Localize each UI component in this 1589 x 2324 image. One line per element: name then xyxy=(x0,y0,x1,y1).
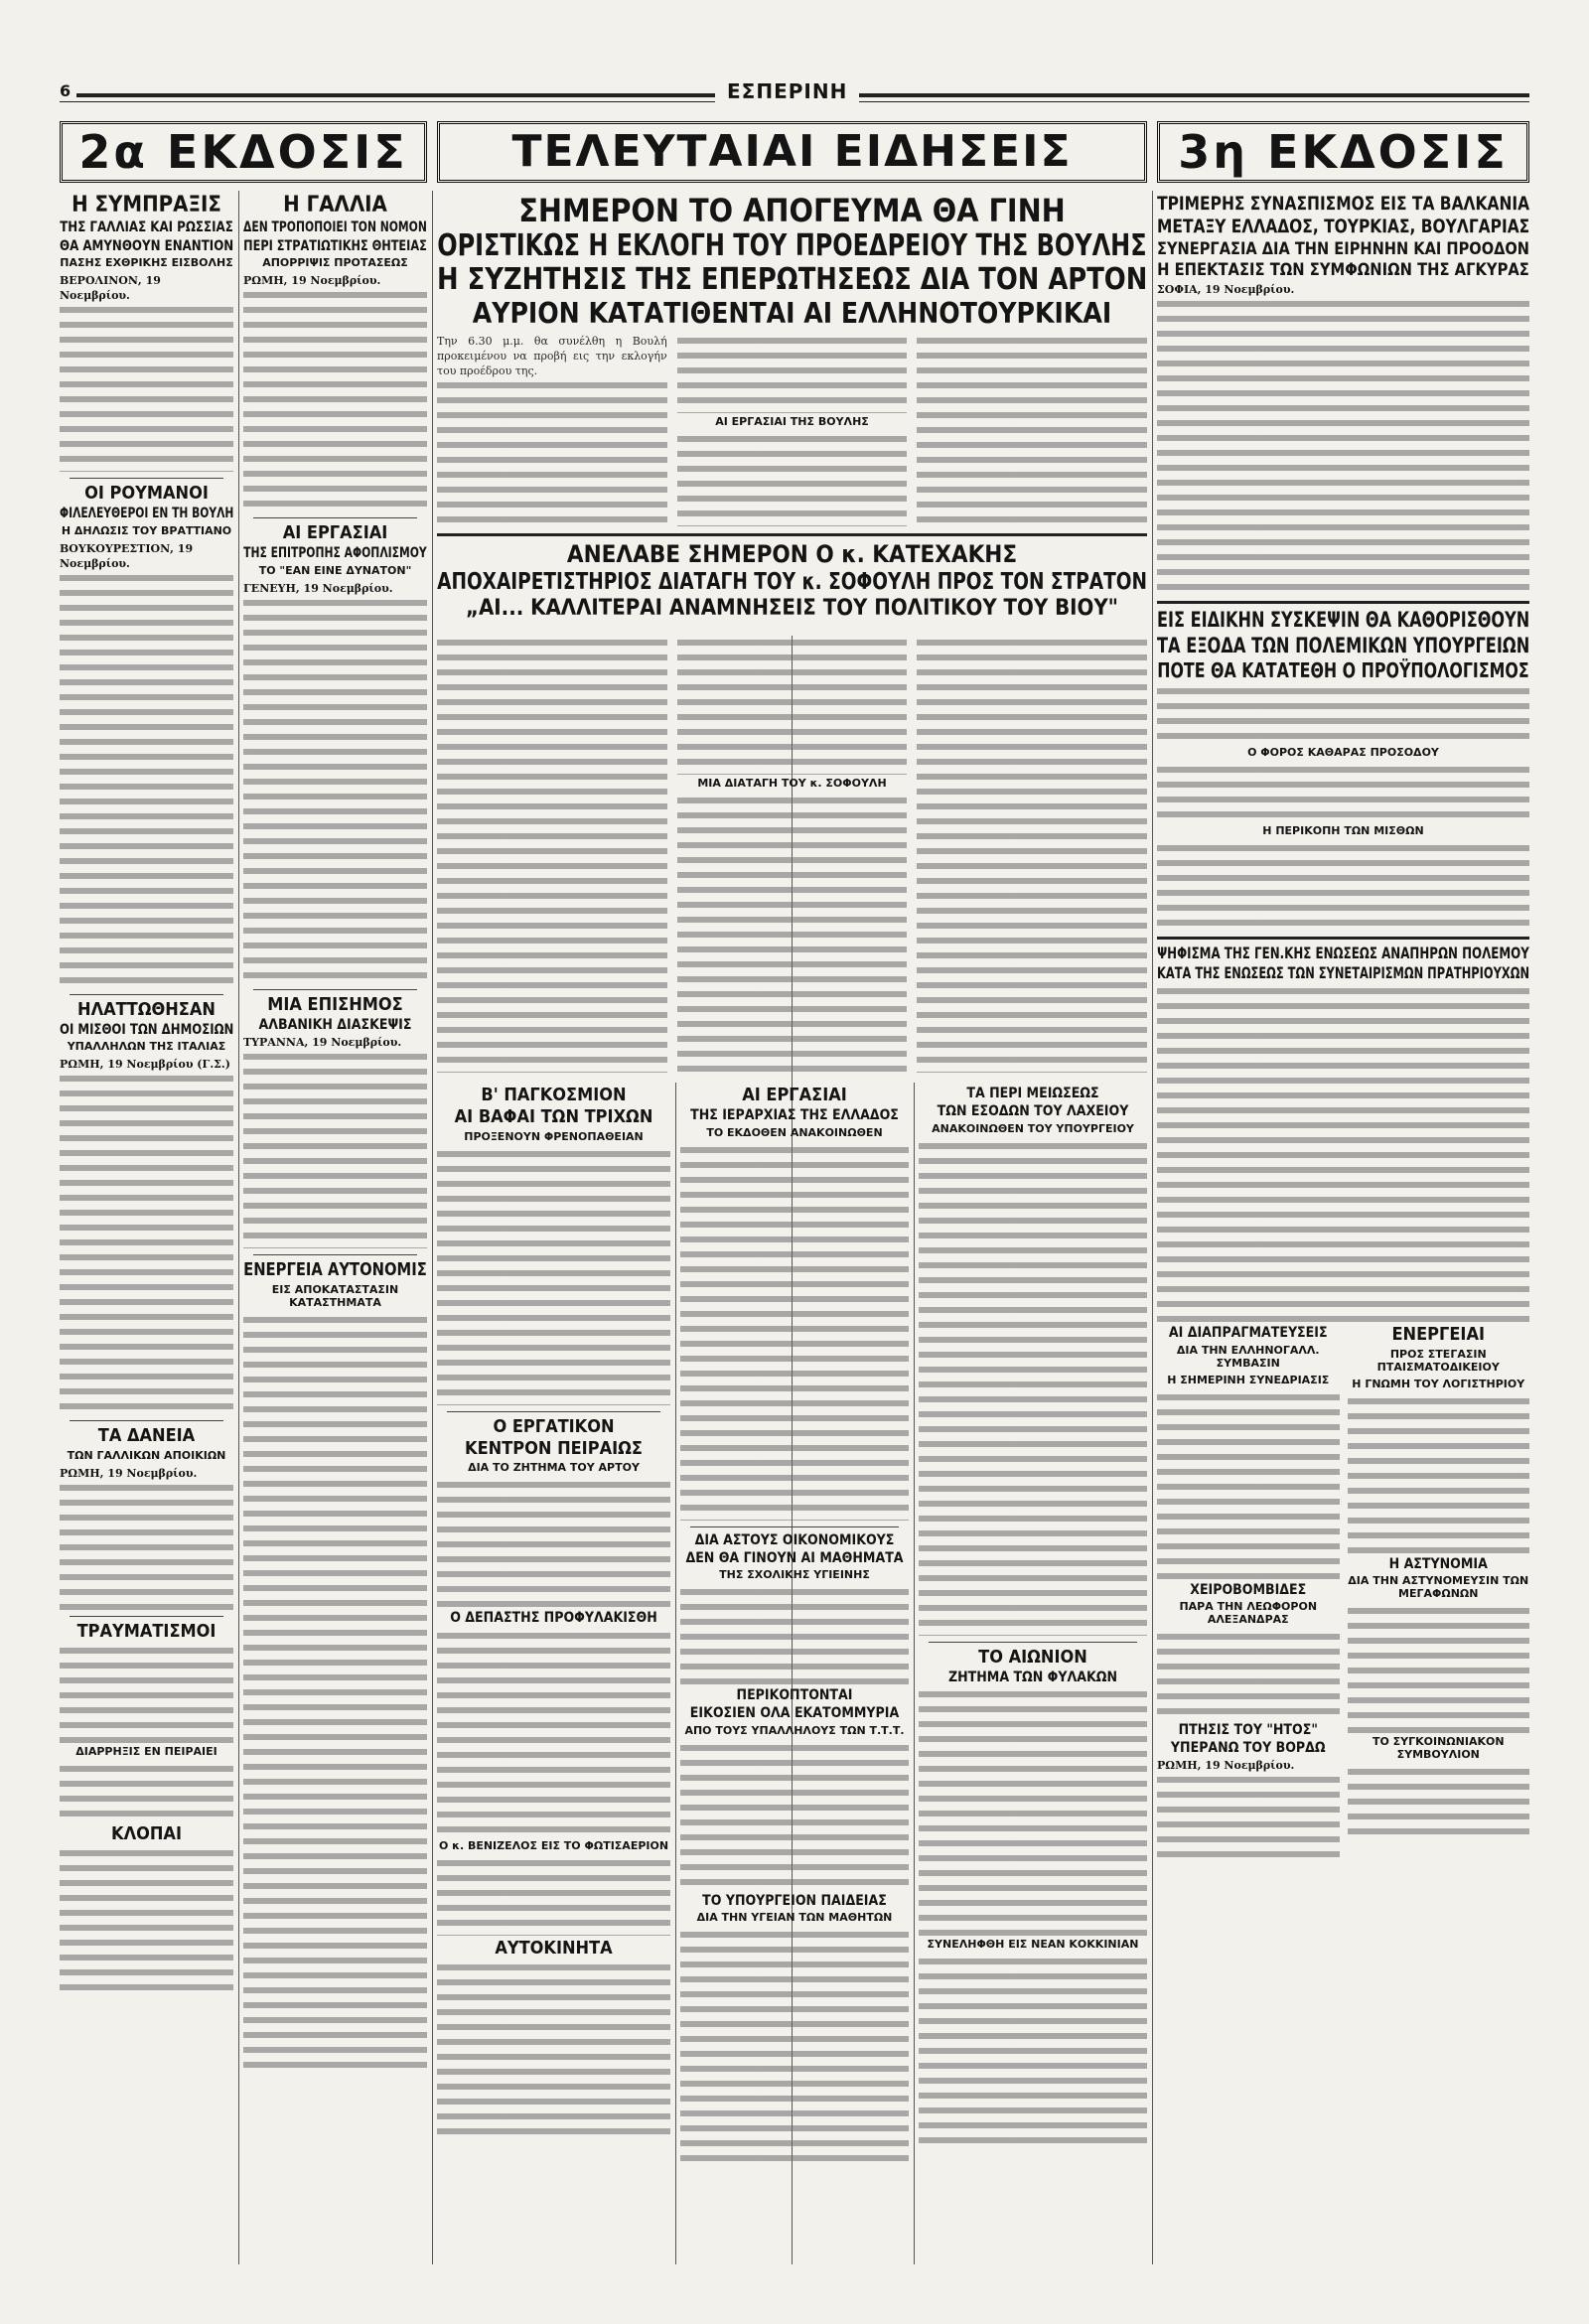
subheadline: ΔΙΑ ΤΗΝ ΥΓΕΙΑΝ ΤΩΝ ΜΑΘΗΤΩΝ xyxy=(696,1910,893,1924)
headline: ΤΑ ΕΞΟΔΑ ΤΩΝ ΠΟΛΕΜΙΚΩΝ ΥΠΟΥΡΓΕΙΩΝ xyxy=(1157,633,1530,657)
separator xyxy=(70,994,223,995)
article-text xyxy=(60,1072,233,1414)
headline: ΑΥΤΟΚΙΝΗΤΑ xyxy=(495,1937,613,1959)
center-mid-body xyxy=(437,636,1147,1073)
headline: ΤΑ ΠΕΡΙ ΜΕΙΩΣΕΩΣ xyxy=(966,1086,1099,1101)
separator xyxy=(253,1254,417,1255)
article-text xyxy=(677,334,908,413)
lower-column-b xyxy=(680,1083,909,2264)
text-column xyxy=(1348,1322,1530,1862)
subheadline: Η ΠΕΡΙΚΟΠΗ ΤΩΝ ΜΙΣΘΩΝ xyxy=(1262,823,1424,837)
lead-paragraph: Την 6.30 μ.μ. θα συνέλθη η Βουλή προκειμένου να προβή εις την εκλογήν του προέδρου της. xyxy=(437,335,667,378)
headline: ΠΟΤΕ ΘΑ ΚΑΤΑΤΕΘΗ Ο ΠΡΟΫΠΟΛΟΓΙΣΜΟΣ xyxy=(1157,658,1529,683)
headline: ΔΕΝ ΤΡΟΠΟΠΟΙΕΙ ΤΟΝ ΝΟΜΟΝ xyxy=(243,219,427,236)
banner-third-edition: 3η ΕΚΔΟΣΙΣ xyxy=(1157,121,1529,183)
article-text xyxy=(919,1955,1147,2143)
headline: ΤΗΣ ΕΠΙΤΡΟΠΗΣ ΑΦΟΠΛΙΣΜΟΥ xyxy=(243,545,427,562)
headline: ΟΙ ΜΙΣΘΟΙ ΤΩΝ ΔΗΜΟΣΙΩΝ xyxy=(60,1021,234,1038)
article-text xyxy=(919,1687,1147,1936)
headline: ΑΥΡΙΟΝ ΚΑΤΑΤΙΘΕΝΤΑΙ ΑΙ ΕΛΛΗΝΟΤΟΥΡΚΙΚΑΙ xyxy=(472,296,1112,330)
headline: ΕΙΚΟΣΙΕΝ ΟΛΑ ΕΚΑΤΟΜΜΥΡΙΑ xyxy=(689,1705,900,1722)
text-column xyxy=(677,334,908,527)
headline: ΑΙ ΕΡΓΑΣΙΑΙ xyxy=(282,521,388,543)
headline: ΑΙ ΒΑΦΑΙ ΤΩΝ ΤΡΙΧΩΝ xyxy=(454,1106,653,1128)
dateline: ΒΕΡΟΛΙΝΟΝ, 19 Νοεμβρίου. xyxy=(60,273,161,302)
headline: ΠΕΡΙ ΣΤΡΑΤΙΩΤΙΚΗΣ ΘΗΤΕΙΑΣ xyxy=(243,237,427,254)
subheadline: ΑΠΟ ΤΟΥΣ ΥΠΑΛΛΗΛΟΥΣ ΤΩΝ Τ.Τ.Τ. xyxy=(684,1723,905,1737)
headline: ΤΗΣ ΙΕΡΑΡΧΙΑΣ ΤΗΣ ΕΛΛΑΔΟΣ xyxy=(690,1107,899,1124)
headline: ΖΗΤΗΜΑ ΤΩΝ ΦΥΛΑΚΩΝ xyxy=(947,1669,1118,1685)
subheadline: ΣΥΝΕΛΗΦΘΗ ΕΙΣ ΝΕΑΝ ΚΟΚΚΙΝΙΑΝ xyxy=(927,1938,1139,1952)
subheadline: Ο κ. ΒΕΝΙΖΕΛΟΣ ΕΙΣ ΤΟ ΦΩΤΙΣΑΕΡΙΟΝ xyxy=(438,1838,669,1852)
headline: Η ΣΥΜΠΡΑΞΙΣ xyxy=(72,193,221,218)
subheadline: Η ΔΗΛΩΣΙΣ ΤΟΥ ΒΡΑΤΤΙΑΝΟ xyxy=(61,523,232,537)
article-text xyxy=(437,378,667,527)
text-column xyxy=(677,636,908,1073)
subheadline: ΑΝΑΚΟΙΝΩΘΕΝ ΤΟΥ ΥΠΟΥΡΓΕΙΟΥ xyxy=(932,1121,1134,1135)
center-top-body xyxy=(437,334,1147,527)
article-text xyxy=(437,1629,670,1837)
article-text xyxy=(680,1585,909,1684)
column-rule xyxy=(238,191,239,2264)
column-rule xyxy=(675,1083,676,2264)
article-text xyxy=(1348,1394,1530,1553)
text-column xyxy=(437,334,667,527)
newspaper-page xyxy=(60,79,1529,2264)
banner-second-edition: 2α ΕΚΔΟΣΙΣ xyxy=(60,121,427,183)
subheadline: ΤΟ ΣΥΓΚΟΙΝΩΝΙΑΚΟΝ ΣΥΜΒΟΥΛΙΟΝ xyxy=(1372,1734,1505,1761)
headline: ΦΙΛΕΛΕΥΘΕΡΟΙ ΕΝ ΤΗ ΒΟΥΛΗ xyxy=(60,506,234,522)
dateline: ΓΕΝΕΥΗ, 19 Νοεμβρίου. xyxy=(243,581,393,595)
text-column xyxy=(917,636,1147,1073)
headline: Ο ΔΕΠΑΣΤΗΣ ΠΡΟΦΥΛΑΚΙΣΘΗ xyxy=(450,1610,657,1627)
separator-bar xyxy=(1157,937,1529,940)
article-text xyxy=(1157,1390,1340,1579)
separator xyxy=(690,1526,899,1527)
headline: ΚΑΤΑ ΤΗΣ ΕΝΩΣΕΩΣ ΤΩΝ ΣΥΝΕΤΑΙΡΙΣΜΩΝ ΠΡΑΤΗΡΙΟΥΧΩΝ xyxy=(1157,962,1530,982)
headline: ΗΛΑΤΤΩΘΗΣΑΝ xyxy=(77,998,216,1020)
subheadline: ΥΠΑΛΛΗΛΩΝ ΤΗΣ ΙΤΑΛΙΑΣ xyxy=(67,1040,226,1054)
dateline: ΒΟΥΚΟΥΡΕΣΤΙΟΝ, 19 Νοεμβρίου. xyxy=(60,541,194,570)
article-text xyxy=(243,596,427,983)
column-1 xyxy=(60,191,233,2264)
headline: ΤΗΣ ΓΑΛΛΙΑΣ ΚΑΙ ΡΩΣΣΙΑΣ xyxy=(60,219,233,236)
article-text xyxy=(60,1846,233,1995)
separator-bar xyxy=(437,533,1147,536)
subheadline: ΔΙΑ ΤΗΝ ΑΣΤΥΝΟΜΕΥΣΙΝ ΤΩΝ ΜΕΓΑΦΩΝΩΝ xyxy=(1348,1573,1529,1600)
article-text xyxy=(919,1139,1147,1636)
paper-name: ΕΣΠΕΡΙΝΗ xyxy=(715,79,859,103)
separator xyxy=(70,1420,223,1421)
article-text xyxy=(1157,297,1529,595)
subheadline: ΔΙΑΡΡΗΞΙΣ ΕΝ ΠΕΙΡΑΙΕΙ xyxy=(75,1744,217,1758)
article-text xyxy=(60,571,233,988)
headline: ΣΥΝΕΡΓΑΣΙΑ ΔΙΑ ΤΗΝ ΕΙΡΗΝΗΝ ΚΑΙ ΠΡΟΟΔΟΝ xyxy=(1157,238,1530,259)
center-top-story xyxy=(437,191,1147,628)
article-text xyxy=(680,1741,909,1890)
headline: Β' ΠΑΓΚΟΣΜΙΟΝ xyxy=(481,1085,627,1105)
headline: ΤΡΙΜΕΡΗΣ ΣΥΝΑΣΠΙΣΜΟΣ ΕΙΣ ΤΑ ΒΑΛΚΑΝΙΑ xyxy=(1157,193,1530,215)
dateline: ΡΩΜΗ, 19 Νοεμβρίου. xyxy=(243,273,381,287)
headline: ΕΝΕΡΓΕΙΑΙ xyxy=(1391,1324,1485,1346)
article-text xyxy=(243,1050,427,1248)
subheadline: ΔΙΑ ΤΗΝ ΕΛΛΗΝΟΓΑΛΛ. ΣΥΜΒΑΣΙΝ xyxy=(1176,1343,1320,1370)
headline: ΑΙ ΔΙΑΠΡΑΓΜΑΤΕΥΣΕΙΣ xyxy=(1168,1325,1328,1342)
headline: Η ΕΠΕΚΤΑΣΙΣ ΤΩΝ ΣΥΜΦΩΝΙΩΝ ΤΗΣ ΑΓΚΥΡΑΣ xyxy=(1157,260,1529,281)
subheadline: ΤΟ "ΕΑΝ ΕΙΝΕ ΔΥΝΑΤΟΝ" xyxy=(258,563,412,577)
separator xyxy=(70,478,223,479)
headline: ΑΛΒΑΝΙΚΗ ΔΙΑΣΚΕΨΙΣ xyxy=(258,1016,412,1033)
headline: „ΑΙ... ΚΑΛΛΙΤΕΡΑΙ ΑΝΑΜΝΗΣΕΙΣ ΤΟΥ ΠΟΛΙΤΙΚΟΥ ΤΟΥ ΒΙΟΥ" xyxy=(465,596,1118,622)
article-text xyxy=(1157,1630,1340,1719)
article-text xyxy=(1348,1604,1530,1733)
separator xyxy=(253,989,417,990)
article-text xyxy=(1157,984,1529,1322)
subheadline: ΕΙΣ ΑΠΟΚΑΤΑΣΤΑΣΙΝ ΚΑΤΑΣΤΗΜΑΤΑ xyxy=(271,1282,399,1309)
headline: ΔΕΝ ΘΑ ΓΙΝΟΥΝ ΑΙ ΜΑΘΗΜΑΤΑ xyxy=(685,1549,904,1566)
article-text xyxy=(437,1856,670,1936)
article-text xyxy=(917,636,1147,1073)
subheadline: ΤΩΝ ΓΑΛΛΙΚΩΝ ΑΠΟΙΚΙΩΝ xyxy=(67,1448,226,1462)
headline: ΔΙΑ ΑΣΤΟΥΣ ΟΙΚΟΝΟΜΙΚΟΥΣ xyxy=(694,1531,895,1548)
subheadline: Η ΓΝΩΜΗ ΤΟΥ ΛΟΓΙΣΤΗΡΙΟΥ xyxy=(1352,1377,1525,1390)
headline: ΚΕΝΤΡΟΝ ΠΕΙΡΑΙΩΣ xyxy=(465,1438,643,1460)
headline: ΕΙΣ ΕΙΔΙΚΗΝ ΣΥΣΚΕΨΙΝ ΘΑ ΚΑΘΟΡΙΣΘΟΥΝ xyxy=(1157,608,1530,633)
subheadline: ΤΗΣ ΣΧΟΛΙΚΗΣ ΥΓΙΕΙΝΗΣ xyxy=(719,1568,870,1582)
banner-latest-news: ΤΕΛΕΥΤΑΙΑΙ ΕΙΔΗΣΕΙΣ xyxy=(437,121,1147,183)
text-column xyxy=(437,636,667,1073)
subheadline: ΠΡΟΞΕΝΟΥΝ ΦΡΕΝΟΠΑΘΕΙΑΝ xyxy=(464,1129,644,1143)
headline: ΧΕΙΡΟΒΟΜΒΙΔΕΣ xyxy=(1190,1581,1307,1598)
column-5 xyxy=(1157,191,1529,2264)
headline: ΕΝΕΡΓΕΙΑ ΑΥΤΟΝΟΜΙΣ xyxy=(243,1259,427,1281)
headline: ΤΩΝ ΕΣΟΔΩΝ ΤΟΥ ΛΑΧΕΙΟΥ xyxy=(937,1103,1129,1120)
subheadline: ΤΟ ΕΚΔΟΘΕΝ ΑΝΑΚΟΙΝΩΘΕΝ xyxy=(706,1125,883,1139)
article-text xyxy=(437,1147,670,1405)
subheadline: ΔΙΑ ΤΟ ΖΗΤΗΜΑ ΤΟΥ ΑΡΤΟΥ xyxy=(468,1461,640,1475)
headline: ΟΡΙΣΤΙΚΩΣ Η ΕΚΛΟΓΗ ΤΟΥ ΠΡΟΕΔΡΕΙΟΥ ΤΗΣ ΒΟΥΛΗΣ xyxy=(437,227,1147,263)
page-number: 6 xyxy=(60,81,76,100)
text-column xyxy=(917,334,1147,527)
article-text xyxy=(437,636,667,1073)
article-text xyxy=(1157,841,1529,931)
separator-bar xyxy=(1157,601,1529,604)
headline: ΑΝΕΛΑΒΕ ΣΗΜΕΡΟΝ Ο κ. ΚΑΤΕΧΑΚΗΣ xyxy=(566,540,1018,569)
dateline: ΡΩΜΗ, 19 Νοεμβρίου. xyxy=(60,1466,198,1480)
article-text xyxy=(437,1961,670,2139)
headline: ΠΤΗΣΙΣ ΤΟΥ "ΗΤΟΣ" xyxy=(1178,1721,1318,1738)
subheadline: Ο ΦΟΡΟΣ ΚΑΘΑΡΑΣ ΠΡΟΣΟΔΟΥ xyxy=(1247,745,1439,759)
headline: ΚΛΟΠΑΙ xyxy=(111,1822,182,1844)
text-column xyxy=(1157,1322,1340,1862)
article-text xyxy=(1157,763,1529,822)
headline: ΤΟ ΑΙΩΝΙΟΝ xyxy=(978,1646,1087,1668)
subheadline: ΠΑΣΗΣ ΕΧΘΡΙΚΗΣ ΕΙΣΒΟΛΗΣ xyxy=(60,255,233,269)
dateline: ΡΩΜΗ, 19 Νοεμβρίου (Γ.Σ.) xyxy=(60,1058,230,1072)
headline: ΤΟ ΥΠΟΥΡΓΕΙΟΝ ΠΑΙΔΕΙΑΣ xyxy=(702,1892,887,1909)
headline: ΜΕΤΑΞΥ ΕΛΛΑΔΟΣ, ΤΟΥΡΚΙΑΣ, ΒΟΥΛΓΑΡΙΑΣ xyxy=(1157,216,1530,238)
headline: Η ΑΣΤΥΝΟΜΙΑ xyxy=(1388,1555,1488,1572)
subheadline: ΑΠΟΡΡΙΨΙΣ ΠΡΟΤΑΣΕΩΣ xyxy=(262,255,408,269)
dateline: ΣΟΦΙΑ, 19 Νοεμβρίου. xyxy=(1157,283,1295,297)
headline: ΑΙ ΕΡΓΑΣΙΑΙ xyxy=(742,1085,847,1105)
lower-column-a xyxy=(437,1083,670,2264)
column-rule xyxy=(432,191,433,2264)
headline: ΣΗΜΕΡΟΝ ΤΟ ΑΠΟΓΕΥΜΑ ΘΑ ΓΙΝΗ xyxy=(518,192,1066,229)
masthead xyxy=(60,79,1529,113)
article-text xyxy=(1348,1765,1530,1834)
separator xyxy=(929,1642,1137,1643)
subheadline: Η ΣΗΜΕΡΙΝΗ ΣΥΝΕΔΡΙΑΣΙΣ xyxy=(1167,1373,1330,1386)
article-text xyxy=(677,432,908,526)
separator xyxy=(447,1411,660,1412)
article-text xyxy=(680,1143,909,1521)
headline: ΜΙΑ ΕΠΙΣΗΜΟΣ xyxy=(267,993,403,1015)
headline: Ο ΕΡΓΑΤΙΚΟΝ xyxy=(493,1415,615,1437)
column-5-split xyxy=(1157,1322,1529,1862)
article-text xyxy=(437,1478,670,1607)
column-2 xyxy=(243,191,427,2264)
column-rule xyxy=(914,1083,915,2264)
article-text xyxy=(60,1644,233,1743)
headline: ΑΠΟΧΑΙΡΕΤΙΣΤΗΡΙΟΣ ΔΙΑΤΑΓΗ ΤΟΥ κ. ΣΟΦΟΥΛΗ ΠΡΟΣ ΤΟΝ ΣΤΡΑΤΟΝ xyxy=(437,568,1147,595)
article-text xyxy=(1157,1773,1340,1862)
headline: ΘΑ ΑΜΥΝΘΟΥΝ ΕΝΑΝΤΙΟΝ xyxy=(60,237,234,254)
article-text xyxy=(60,1481,233,1610)
article-text xyxy=(243,288,427,511)
subheadline: ΜΙΑ ΔΙΑΤΑΓΗ ΤΟΥ κ. ΣΟΦΟΥΛΗ xyxy=(697,777,887,790)
article-text xyxy=(917,334,1147,522)
headline: Η ΣΥΖΗΤΗΣΙΣ ΤΗΣ ΕΠΕΡΩΤΗΣΕΩΣ ΔΙΑ ΤΟΝ ΑΡΤΟΝ xyxy=(437,262,1148,298)
article-text xyxy=(677,794,908,1072)
headline: ΠΕΡΙΚΟΠΤΟΝΤΑΙ xyxy=(736,1687,853,1704)
article-text xyxy=(677,636,908,775)
headline: ΟΙ ΡΟΥΜΑΝΟΙ xyxy=(84,482,209,504)
subheadline: ΠΑΡΑ ΤΗΝ ΛΕΩΦΟΡΟΝ ΑΛΕΞΑΝΔΡΑΣ xyxy=(1179,1599,1318,1626)
column-rule xyxy=(1152,191,1153,2264)
article-text xyxy=(60,303,233,472)
article-text xyxy=(680,1928,909,2166)
subheadline: ΑΙ ΕΡΓΑΣΙΑΙ ΤΗΣ ΒΟΥΛΗΣ xyxy=(715,415,869,429)
article-text xyxy=(60,1762,233,1821)
subheadline: ΠΡΟΣ ΣΤΕΓΑΣΙΝ ΠΤΑΙΣΜΑΤΟΔΙΚΕΙΟΥ xyxy=(1376,1347,1500,1374)
article-text xyxy=(243,1313,427,2068)
lower-column-c xyxy=(919,1083,1147,2264)
headline: ΥΠΕΡΑΝΩ ΤΟΥ ΒΟΡΔΩ xyxy=(1170,1740,1326,1757)
separator xyxy=(253,517,417,518)
dateline: ΤΥΡΑΝΝΑ, 19 Νοεμβρίου. xyxy=(243,1036,402,1050)
headline: Η ΓΑΛΛΙΑ xyxy=(283,193,387,218)
article-text xyxy=(1157,684,1529,744)
headline: ΤΡΑΥΜΑΤΙΣΜΟΙ xyxy=(76,1620,217,1642)
separator xyxy=(70,1616,223,1617)
dateline: ΡΩΜΗ, 19 Νοεμβρίου. xyxy=(1157,1759,1295,1773)
headline: ΨΗΦΙΣΜΑ ΤΗΣ ΓΕΝ.ΚΗΣ ΕΝΩΣΕΩΣ ΑΝΑΠΗΡΩΝ ΠΟΛΕΜΟΥ xyxy=(1157,943,1529,962)
headline: ΤΑ ΔΑΝΕΙΑ xyxy=(97,1425,196,1447)
